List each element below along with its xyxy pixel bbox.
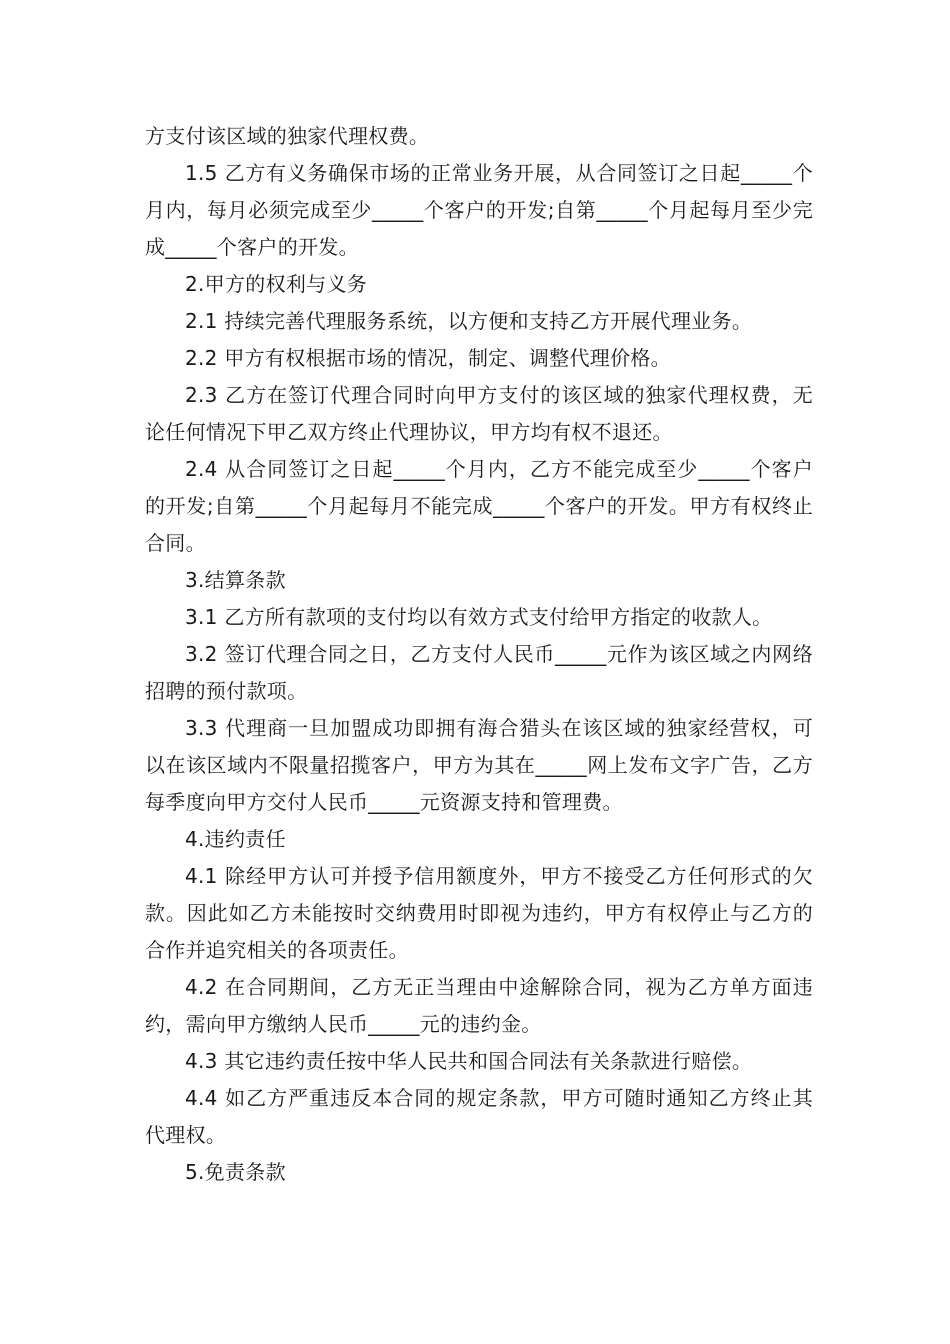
paragraph-continuation: 方支付该区域的独家代理权费。 xyxy=(145,124,430,148)
clause-1-5: 1.5 乙方有义务确保市场的正常业务开展，从合同签订之日起_____个月内，每月必须完成至少_____个客户的开发;自第_____个月起每月至少完成_____个客户的开发。 xyxy=(145,161,813,259)
section-heading-3: 3.结算条款 xyxy=(185,568,286,592)
clause-4-3: 4.3 其它违约责任按中华人民共和国合同法有关条款进行赔偿。 xyxy=(185,1049,753,1073)
section-heading-4: 4.违约责任 xyxy=(185,827,286,851)
section-heading-2: 2.甲方的权利与义务 xyxy=(185,272,368,296)
clause-3-1: 3.1 乙方所有款项的支付均以有效方式支付给甲方指定的收款人。 xyxy=(185,605,773,629)
clause-2-2: 2.2 甲方有权根据市场的情况，制定、调整代理价格。 xyxy=(185,346,671,370)
clause-3-2: 3.2 签订代理合同之日，乙方支付人民币_____元作为该区域之内网络招聘的预付款项。 xyxy=(145,642,813,703)
clause-2-3: 2.3 乙方在签订代理合同时向甲方支付的该区域的独家代理权费，无论任何情况下甲乙双方终止代理协议，甲方均有权不退还。 xyxy=(145,383,813,444)
clause-4-1: 4.1 除经甲方认可并授予信用额度外，甲方不接受乙方任何形式的欠款。因此如乙方未能按时交纳费用时即视为违约，甲方有权停止与乙方的合作并追究相关的各项责任。 xyxy=(145,864,813,962)
document-body xyxy=(145,118,813,1191)
clause-2-1: 2.1 持续完善代理服务系统，以方便和支持乙方开展代理业务。 xyxy=(185,309,753,333)
section-heading-5: 5.免责条款 xyxy=(185,1160,286,1184)
clause-4-4: 4.4 如乙方严重违反本合同的规定条款，甲方可随时通知乙方终止其代理权。 xyxy=(145,1086,813,1147)
clause-4-2: 4.2 在合同期间，乙方无正当理由中途解除合同，视为乙方单方面违约，需向甲方缴纳人民币_____元的违约金。 xyxy=(145,975,813,1036)
clause-2-4: 2.4 从合同签订之日起_____个月内，乙方不能完成至少_____个客户的开发;自第_____个月起每月不能完成_____个客户的开发。甲方有权终止合同。 xyxy=(145,457,813,555)
clause-3-3: 3.3 代理商一旦加盟成功即拥有海合猎头在该区域的独家经营权，可以在该区域内不限量招揽客户，甲方为其在_____网上发布文字广告，乙方每季度向甲方交付人民币_____元资源支持和管理费。 xyxy=(145,716,813,814)
